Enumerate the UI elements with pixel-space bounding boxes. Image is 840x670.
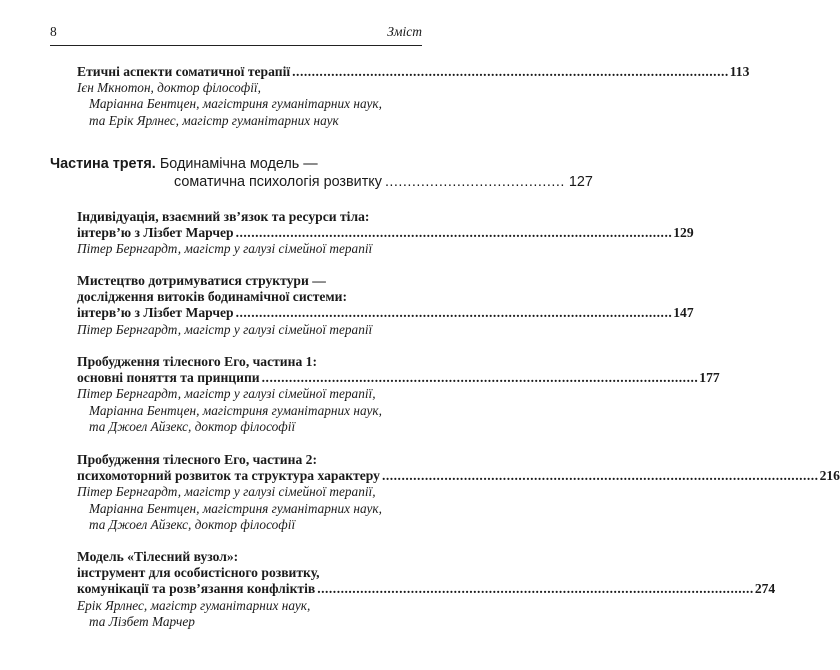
toc-entry-individuation[interactable]	[77, 209, 694, 258]
toc-entry-title-line: Етичні аспекти соматичної терапії ................................................................................................................ 113	[77, 64, 750, 79]
toc-entry-ethics[interactable]	[77, 64, 750, 129]
toc-entry-page: 177	[699, 370, 720, 386]
toc-entry-body-ego-2[interactable]	[77, 452, 840, 533]
header-rule	[50, 45, 422, 46]
toc-entry-author: Маріанна Бентцен, магістриня гуманітарних наук,	[89, 402, 382, 418]
dot-leader: ................................................................................................................	[235, 225, 673, 241]
running-title: Зміст	[387, 24, 422, 39]
part-title-line: Бодинамічна модель —	[159, 156, 318, 172]
toc-entry-title-line: Модель «Тілесний вузол»:	[77, 549, 239, 564]
toc-entry-title-line: інструмент для особистісного розвитку,	[77, 565, 320, 581]
toc-entry-body-ego-1[interactable]	[77, 354, 720, 435]
dot-leader: ................................................................................................................	[235, 305, 673, 321]
toc-entry-page: 147	[673, 305, 694, 321]
toc-entry-author: та Джоел Айзекс, доктор філософії	[89, 516, 296, 532]
toc-entry-author: Пітер Бернгардт, магістр у галузі сімейної терапії,	[77, 386, 376, 402]
toc-entry-author: Пітер Бернгардт, магістр у галузі сімейної терапії,	[77, 484, 376, 500]
toc-entry-page: 274	[754, 581, 776, 597]
page-number: 8	[50, 24, 57, 39]
toc-part-heading[interactable]	[50, 155, 593, 191]
part-label: Частина третя.	[50, 156, 156, 172]
toc-entry-author: Маріанна Бентцен, магістриня гуманітарних наук,	[89, 500, 382, 516]
toc-entry-author: та Ерік Ярлнес, магістр гуманітарних наук	[89, 112, 339, 128]
dot-leader: ................................................................................................................	[317, 581, 754, 597]
toc-entry-title-line: Пробудження тілесного Его, частина 1:	[77, 354, 317, 369]
part-page: 127	[568, 174, 593, 190]
toc-entry-page: 129	[673, 225, 694, 241]
toc-entry-title-line: інтерв’ю з Лізбет Марчер ................................................................................................................ 129	[77, 225, 694, 241]
toc-entry-author: та Лізбет Марчер	[89, 613, 195, 629]
toc-entry-title-line: Індивідуація, взаємний зв’язок та ресурси тіла:	[77, 209, 370, 224]
dot-leader: ................................................................................................................	[261, 370, 699, 386]
toc-entry-structure[interactable]	[77, 273, 694, 338]
toc-entry-author: Пітер Бернгардт, магістр у галузі сімейної терапії	[77, 321, 373, 337]
toc-entry-body-knot[interactable]	[77, 549, 776, 630]
toc-entry-title-line: Мистецтво дотримуватися структури —	[77, 273, 326, 288]
toc-entry-title-line: психомоторний розвиток та структура характеру ................................................................................................................ 216	[77, 468, 840, 484]
toc-entry-title-line: основні поняття та принципи ................................................................................................................ 177	[77, 370, 720, 386]
toc-entry-author: Ерік Ярлнес, магістр гуманітарних наук,	[77, 597, 311, 613]
dot-leader: ................................................................................................................	[381, 468, 819, 484]
toc-entry-author: Маріанна Бентцен, магістриня гуманітарних наук,	[89, 96, 382, 112]
dot-leader: ........................................	[384, 174, 565, 190]
toc-entry-title-line: Пробудження тілесного Его, частина 2:	[77, 452, 317, 467]
toc-entry-title-line: дослідження витоків бодинамічної системи:	[77, 289, 348, 305]
toc-entry-title-line: комунікації та розв’язання конфліктів ................................................................................................................ 274	[77, 581, 776, 597]
toc-entry-title-line: інтерв’ю з Лізбет Марчер ................................................................................................................ 147	[77, 305, 694, 321]
toc-entry-author: Ієн Мкнотон, доктор філософії,	[77, 80, 261, 96]
toc-entry-author: та Джоел Айзекс, доктор філософії	[89, 418, 296, 434]
dot-leader: ................................................................................................................	[292, 64, 729, 79]
toc-entry-page: 216	[819, 468, 840, 484]
toc-entry-author: Пітер Бернгардт, магістр у галузі сімейної терапії	[77, 241, 373, 257]
toc-entry-page: 113	[729, 64, 750, 79]
running-header	[50, 24, 422, 42]
part-title-line: соматична психологія розвитку	[174, 174, 382, 190]
